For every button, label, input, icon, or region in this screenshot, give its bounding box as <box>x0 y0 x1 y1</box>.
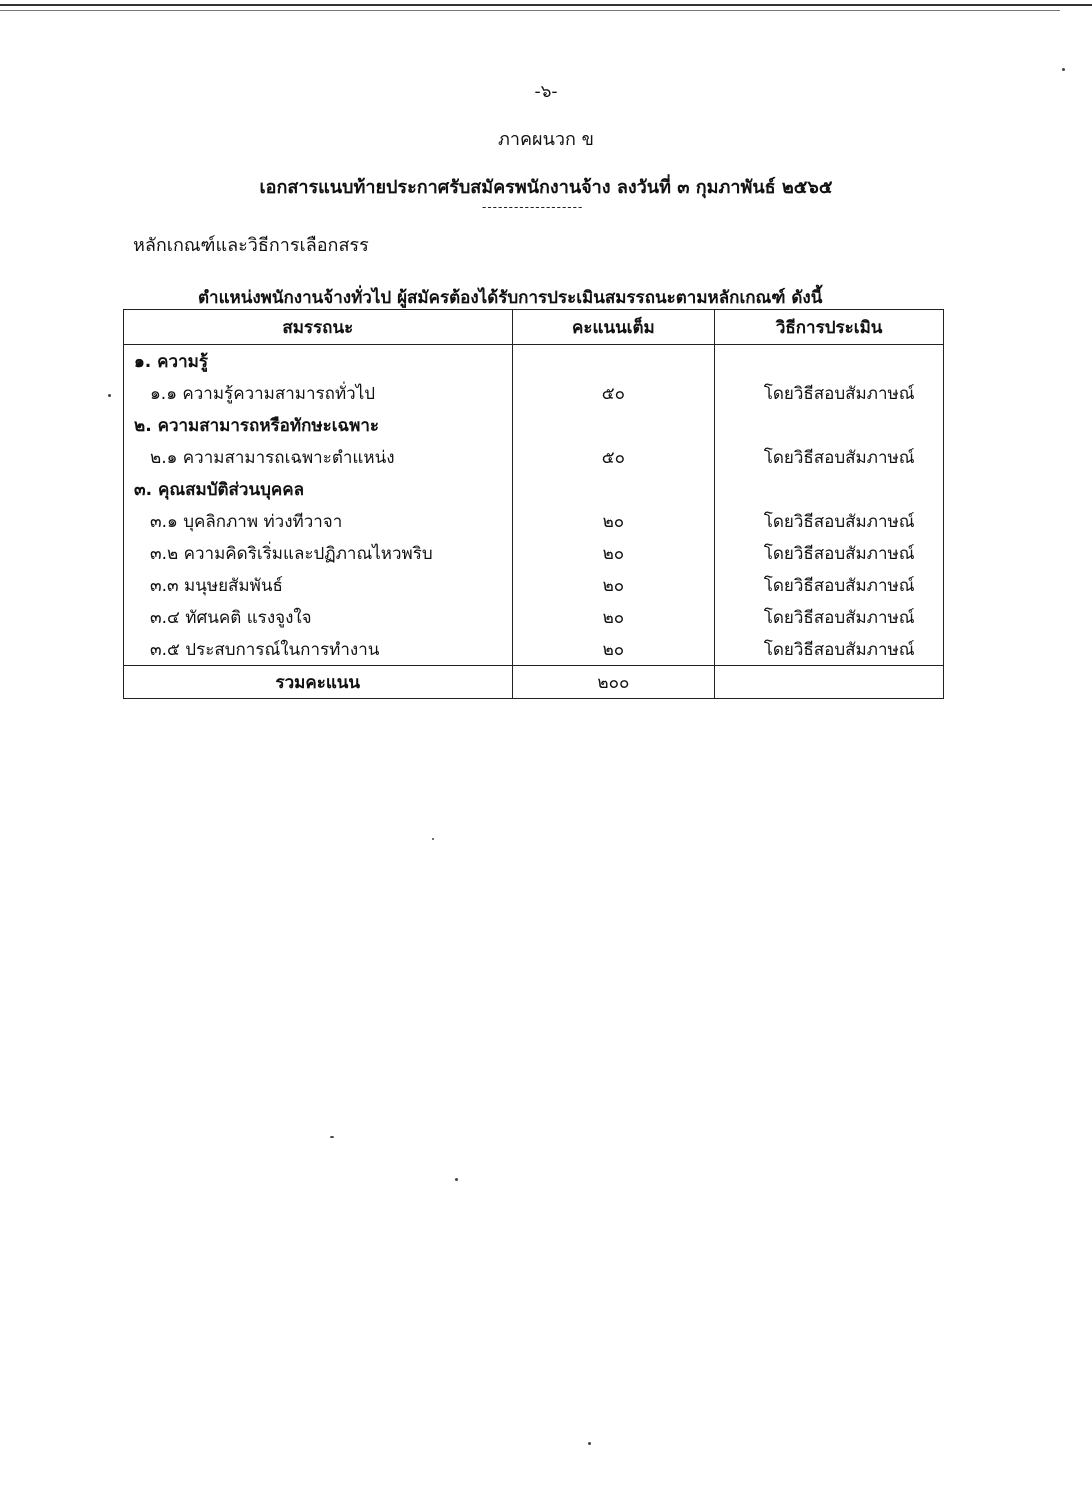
row-score: ๕๐ <box>512 441 715 473</box>
scan-speck <box>1062 68 1065 71</box>
document-subtitle: เอกสารแนบท้ายประกาศรับสมัครพนักงานจ้าง ลงวันที่ ๓ กุมภาพันธ์ ๒๕๖๕ <box>259 177 833 198</box>
row-competency: ๓.๓ มนุษยสัมพันธ์ <box>124 569 513 601</box>
row-score: ๒๐ <box>512 633 715 666</box>
scan-speck <box>455 1178 458 1181</box>
page-number: -๖- <box>534 82 558 102</box>
row-method: โดยวิธีสอบสัมภาษณ์ <box>715 569 944 601</box>
row-competency: ๓.๕ ประสบการณ์ในการทำงาน <box>124 633 513 666</box>
row-competency: ๒. ความสามารถหรือทักษะเฉพาะ <box>124 409 513 441</box>
table-row <box>124 505 944 537</box>
row-method: โดยวิธีสอบสัมภาษณ์ <box>715 601 944 633</box>
table-intro: ตำแหน่งพนักงานจ้างทั่วไป ผู้สมัครต้องได้รับการประเมินสมรรถนะตามหลักเกณฑ์ ดังนี้ <box>198 288 823 308</box>
row-score <box>512 409 715 441</box>
header-full-score: คะแนนเต็ม <box>512 310 715 345</box>
dashed-divider: ------------------- <box>482 200 584 214</box>
scan-speck <box>330 1136 334 1138</box>
row-competency: ๑. ความรู้ <box>124 345 513 378</box>
total-score: ๒๐๐ <box>512 666 715 699</box>
row-competency: ๑.๑ ความรู้ความสามารถทั่วไป <box>124 377 513 409</box>
table-row <box>124 569 944 601</box>
scan-speck <box>108 394 111 397</box>
row-method: โดยวิธีสอบสัมภาษณ์ <box>715 505 944 537</box>
header-competency: สมรรถนะ <box>124 310 513 345</box>
row-method: โดยวิธีสอบสัมภาษณ์ <box>715 441 944 473</box>
row-score: ๕๐ <box>512 377 715 409</box>
table-header-row <box>124 310 944 345</box>
row-method <box>715 409 944 441</box>
row-score <box>512 345 715 378</box>
row-method <box>715 345 944 378</box>
scan-speck <box>432 838 434 840</box>
row-score: ๒๐ <box>512 505 715 537</box>
table-row <box>124 377 944 409</box>
table-row <box>124 537 944 569</box>
table-row <box>124 345 944 378</box>
appendix-title: ภาคผนวก ข <box>498 129 594 150</box>
row-score: ๒๐ <box>512 569 715 601</box>
section-heading: หลักเกณฑ์และวิธีการเลือกสรร <box>133 235 369 256</box>
scan-speck <box>588 1442 591 1445</box>
table-row <box>124 473 944 505</box>
row-method: โดยวิธีสอบสัมภาษณ์ <box>715 537 944 569</box>
top-border-line-secondary <box>0 10 1060 11</box>
row-method <box>715 473 944 505</box>
row-competency: ๓. คุณสมบัติส่วนบุคคล <box>124 473 513 505</box>
table-row <box>124 441 944 473</box>
table-row <box>124 633 944 666</box>
header-method: วิธีการประเมิน <box>715 310 944 345</box>
row-method: โดยวิธีสอบสัมภาษณ์ <box>715 377 944 409</box>
row-competency: ๒.๑ ความสามารถเฉพาะตำแหน่ง <box>124 441 513 473</box>
table-row <box>124 601 944 633</box>
criteria-table <box>123 309 944 699</box>
row-competency: ๓.๑ บุคลิกภาพ ท่วงทีวาจา <box>124 505 513 537</box>
row-competency: ๓.๔ ทัศนคติ แรงจูงใจ <box>124 601 513 633</box>
table-row <box>124 409 944 441</box>
top-border-line <box>0 4 1092 6</box>
row-method: โดยวิธีสอบสัมภาษณ์ <box>715 633 944 666</box>
total-row <box>124 666 944 699</box>
row-score: ๒๐ <box>512 601 715 633</box>
row-competency: ๓.๒ ความคิดริเริ่มและปฏิภาณไหวพริบ <box>124 537 513 569</box>
total-method <box>715 666 944 699</box>
row-score: ๒๐ <box>512 537 715 569</box>
total-label: รวมคะแนน <box>124 666 513 699</box>
row-score <box>512 473 715 505</box>
